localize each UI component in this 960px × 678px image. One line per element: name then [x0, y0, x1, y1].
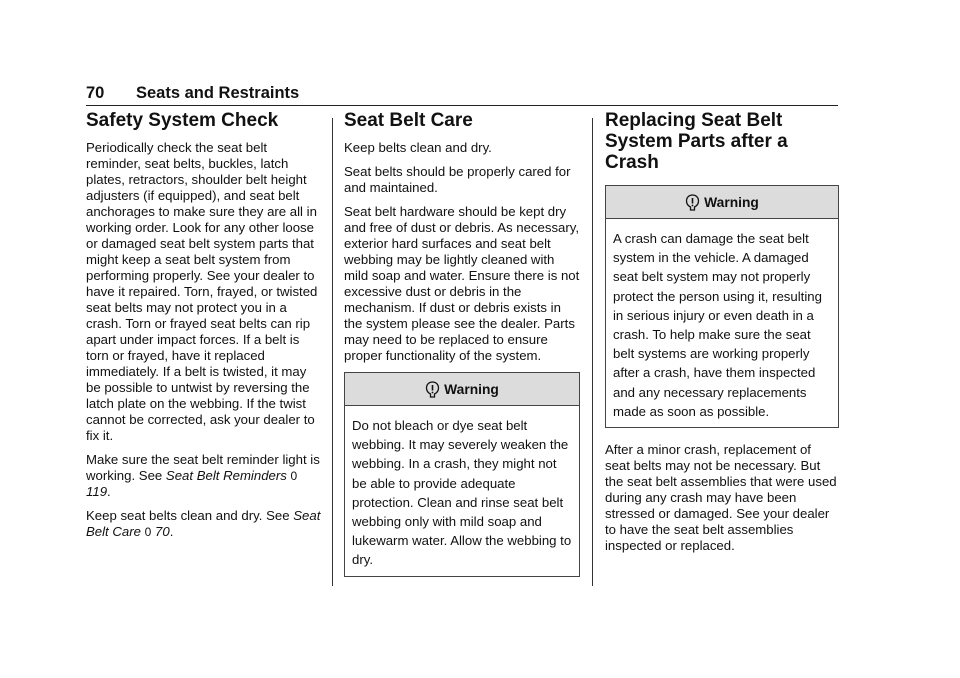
warning-title: Warning: [704, 194, 759, 210]
paragraph-text: Make sure the seat belt reminder light is working. See: [86, 452, 320, 483]
link-seat-belt-reminders[interactable]: Seat Belt Reminders: [165, 468, 287, 483]
paragraph-text: Keep seat belts clean and dry. See: [86, 508, 290, 523]
warning-text: A crash can damage the seat belt system in the vehicle. A damaged seat belt system may not properly protect the person using it, resulting in serious injury or even death in a crash. To help make sure the seat belt systems are working properly after a crash, have them inspected and any necessary replacements made as soon as possible.: [613, 231, 822, 419]
page-ref-number[interactable]: 70: [155, 524, 170, 539]
paragraph: Keep belts clean and dry.: [344, 140, 492, 155]
section-title: Seats and Restraints: [136, 84, 300, 102]
warning-header: [345, 373, 579, 406]
page-header: [86, 82, 838, 106]
paragraph: Make sure the seat belt reminder light is working. See Seat Belt Reminders 0 119.: [86, 452, 320, 499]
warning-title: Warning: [444, 381, 499, 397]
column-divider: [592, 118, 593, 586]
column-divider: [332, 118, 333, 586]
warning-text: Do not bleach or dye seat belt webbing. It may severely weaken the webbing. In a crash, they might not be able to provide adequate protection. Clean and rinse seat belt webbing only with mild soap and lukewarm water. Allow the webbing to dry.: [352, 418, 572, 568]
paragraph: Seat belts should be properly cared for and maintained.: [344, 164, 571, 195]
warning-box: [344, 372, 580, 577]
page-ref-icon: 0: [290, 469, 298, 483]
heading-safety-system-check: Safety System Check: [86, 110, 279, 131]
column-seat-belt-care: [344, 110, 580, 591]
heading-replacing-parts: Replacing Seat Belt System Parts after a Crash: [605, 110, 788, 173]
page-ref-number[interactable]: 119: [86, 484, 108, 499]
link-seat-belt-care[interactable]: Seat Belt Care: [86, 508, 321, 539]
warning-header: [606, 186, 838, 219]
paragraph: Periodically check the seat belt reminder, seat belts, buckles, latch plates, retractors, shoulder belt height adjusters (if equipped), and seat belt anchorages to make sure they are all in working order. Look for any other loose or damaged seat belt system parts that might keep a seat belt system from performing properly. See your dealer to have it repaired. Torn, frayed, or twisted seat belts may not protect you in a crash. Torn or frayed seat belts can rip apart under impact forces. If a belt is torn or frayed, have it replaced immediately. If a belt is twisted, it may be possible to untwist by reversing the latch plate on the webbing. If the twist cannot be corrected, ask your dealer to fix it.: [86, 140, 318, 443]
warning-icon: [685, 194, 700, 211]
paragraph: Keep seat belts clean and dry. See Seat Belt Care 0 70.: [86, 508, 321, 539]
warning-icon: [425, 381, 440, 398]
warning-box: [605, 185, 839, 428]
paragraph: After a minor crash, replacement of seat belts may not be necessary. But the seat belt assemblies that were used during any crash may have been stressed or damaged. See your dealer to have the seat belt assemblies inspected or replaced.: [605, 442, 837, 554]
column-safety-check: [86, 110, 322, 548]
heading-seat-belt-care: Seat Belt Care: [344, 110, 473, 131]
page-ref-icon: 0: [144, 525, 152, 539]
column-replacing-parts: [605, 110, 839, 562]
page-number: 70: [86, 84, 105, 102]
paragraph: Seat belt hardware should be kept dry and free of dust or debris. As necessary, exterior hard surfaces and seat belt webbing may be lightly cleaned with mild soap and water. Ensure there is not excessive dust or debris in the mechanism. If dust or debris exists in the system please see the dealer. Parts may need to be replaced to ensure proper functionality of the system.: [344, 204, 580, 363]
